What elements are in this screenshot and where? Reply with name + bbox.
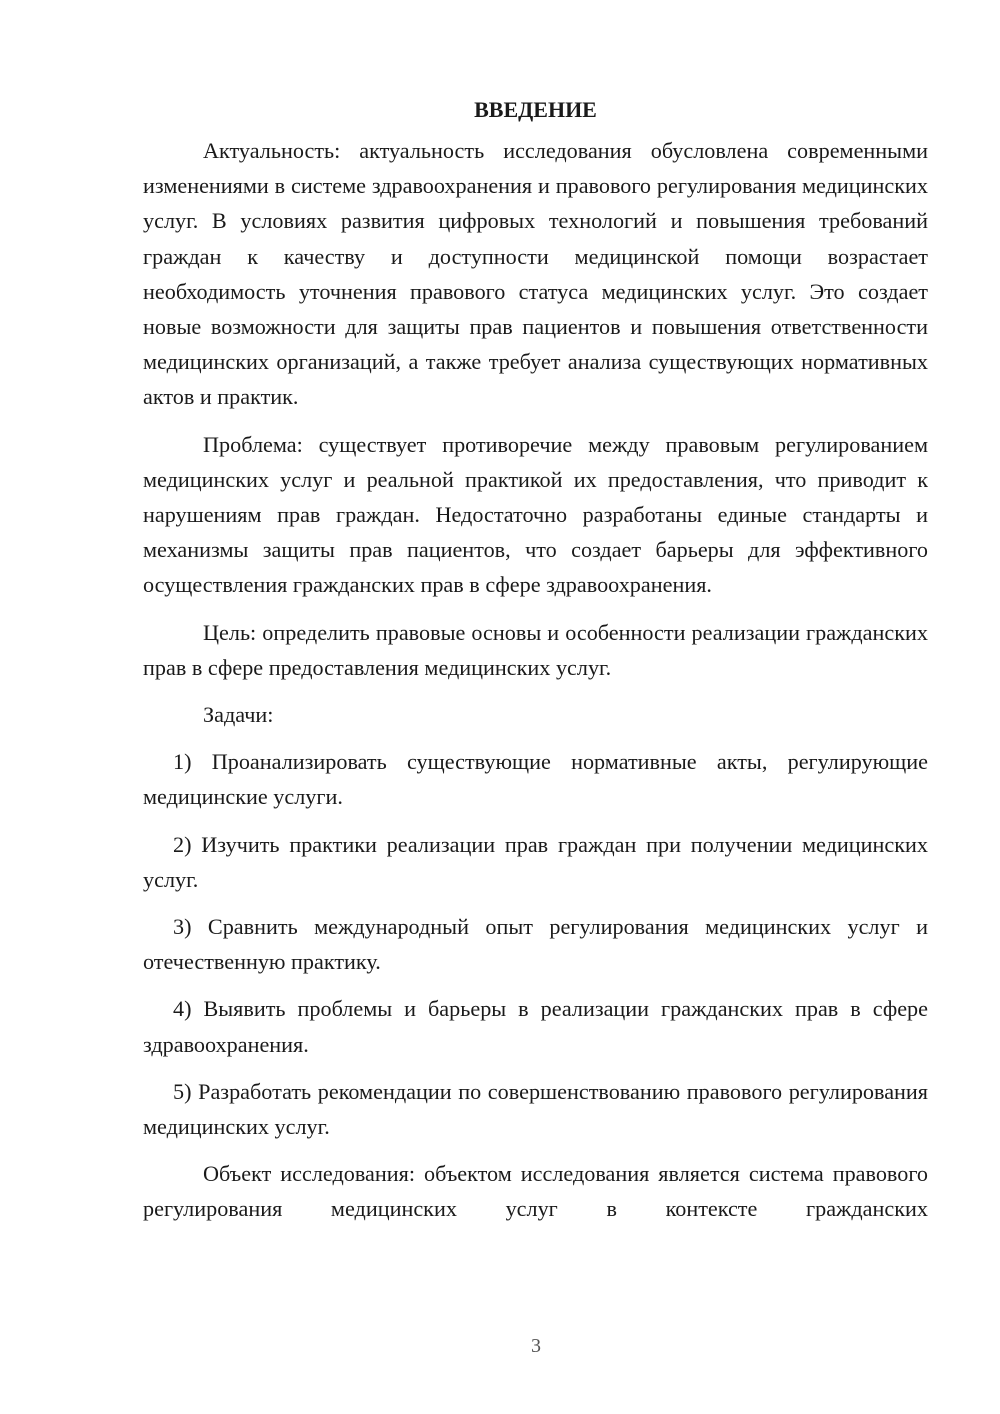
page-content <box>143 92 928 1239</box>
paragraph-object: Объект исследования: объектом исследования является система правового регулирования медицинских услуг в контексте гражданских <box>143 1161 928 1222</box>
paragraph-goal: Цель: определить правовые основы и особенности реализации гражданских прав в сфере предоставления медицинских услуг. <box>143 619 928 680</box>
task-item-1: 1) Проанализировать существующие нормативные акты, регулирующие медицинские услуги. <box>143 749 928 810</box>
paragraph-relevance: Актуальность: актуальность исследования обусловлена современными изменениями в системе здравоохранения и правового регулирования медицинских услуг. В условиях развития цифровых технологий и повышения требований граждан к качеству и доступности медицинской помощи возрастает необходимость уточнения правового статуса медицинских услуг. Это создает новые возможности для защиты прав пациентов и повышения ответственности медицинских организаций, а также требует анализа существующих нормативных актов и практик. <box>143 138 928 410</box>
section-heading: ВВЕДЕНИЕ <box>474 97 597 122</box>
task-item-3: 3) Сравнить международный опыт регулирования медицинских услуг и отечественную практику. <box>143 914 928 975</box>
task-item-2: 2) Изучить практики реализации прав граждан при получении медицинских услуг. <box>143 831 928 892</box>
page-number: 3 <box>531 1335 541 1357</box>
task-item-5: 5) Разработать рекомендации по совершенствованию правового регулирования медицинских услуг. <box>143 1078 928 1140</box>
paragraph-tasks-heading: Задачи: <box>203 702 274 728</box>
paragraph-problem: Проблема: существует противоречие между правовым регулированием медицинских услуг и реальной практикой их предоставления, что приводит к нарушениям прав граждан. Недостаточно разработаны единые стандарты и механизмы защиты прав пациентов, что создает барьеры для эффективного осуществления гражданских прав в сфере здравоохранения. <box>143 431 928 598</box>
task-item-4: 4) Выявить проблемы и барьеры в реализации гражданских прав в сфере здравоохранения. <box>143 996 928 1057</box>
